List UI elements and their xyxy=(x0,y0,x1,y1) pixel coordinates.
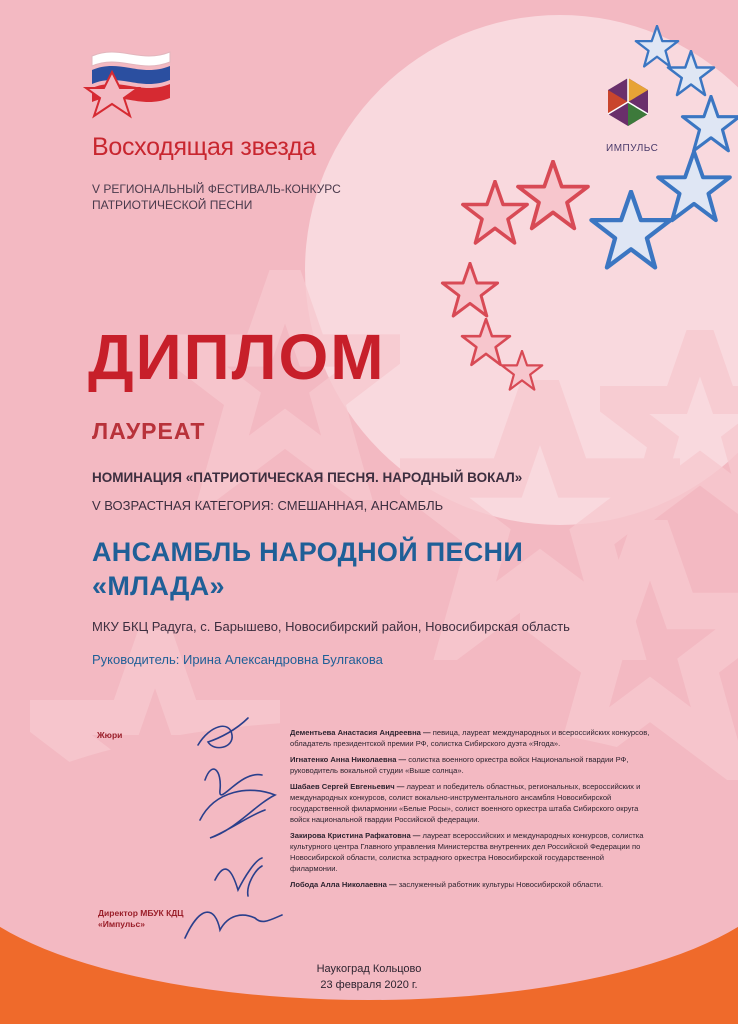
festival-title: Восходящая звезда xyxy=(92,133,316,161)
jury-member-desc: лауреат и победитель областных, региональных, всероссийских и международных конкурсов, солист вокально-инструментального ансамбля Новосибирской государственной филармонии «Белые Росы», солист военного оркестра штаба Сибирского округа войск национальной гвардии Российской федерации. xyxy=(290,782,641,824)
jury-member-name: Лобода Алла Николаевна — xyxy=(290,880,397,889)
jury-member-name: Закирова Кристина Рафкатовна — xyxy=(290,831,421,840)
festival-subtitle-line1: V РЕГИОНАЛЬНЫЙ ФЕСТИВАЛЬ-КОНКУРС xyxy=(92,182,341,196)
nomination: НОМИНАЦИЯ «ПАТРИОТИЧЕСКАЯ ПЕСНЯ. НАРОДНЫЙ ВОКАЛ» xyxy=(92,470,523,485)
jury-member xyxy=(290,781,650,825)
jury-label: Жюри xyxy=(97,730,123,740)
footer-city: Наукоград Кольцово xyxy=(316,963,422,975)
jury-member-desc: солистка военного оркестра войск Национальной гвардии РФ, руководитель вокальной студии «Выше солнца». xyxy=(290,755,629,775)
jury-member xyxy=(290,830,650,874)
jury-list xyxy=(290,727,650,895)
jury-member xyxy=(290,727,650,749)
festival-flag-logo xyxy=(86,52,170,116)
director-label: Директор МБУК КДЦ «Импульс» xyxy=(98,908,184,929)
festival-subtitle-line2: ПАТРИОТИЧЕСКОЙ ПЕСНИ xyxy=(92,198,253,212)
footer-date: 23 февраля 2020 г. xyxy=(320,979,418,991)
jury-member-name: Игнатенко Анна Николаевна — xyxy=(290,755,407,764)
impulse-logo-text: ИМПУЛЬС xyxy=(606,143,659,154)
jury-member-name: Дементьева Анастасия Андреевна — xyxy=(290,728,431,737)
ensemble-name-line2: «МЛАДА» xyxy=(92,571,225,601)
festival-subtitle xyxy=(92,181,341,213)
organization: МКУ БКЦ Радуга, с. Барышево, Новосибирский район, Новосибирская область xyxy=(92,619,570,634)
jury-member xyxy=(290,879,650,890)
jury-member-desc: лауреат всероссийских и международных конкурсов, солистка культурного центра Главного управления Министерства внутренних дел Российской Федерации по Новосибирской области, солистка эстрадного оркестра Новосибирской государственной филармонии. xyxy=(290,831,644,873)
age-category: V ВОЗРАСТНАЯ КАТЕГОРИЯ: СМЕШАННАЯ, АНСАМБЛЬ xyxy=(92,498,444,513)
jury-member-desc: заслуженный работник культуры Новосибирской области. xyxy=(396,880,604,889)
diploma-title: ДИПЛОМ xyxy=(88,321,386,393)
jury-member-name: Шабаев Сергей Евгеньевич — xyxy=(290,782,405,791)
jury-member xyxy=(290,754,650,776)
jury-member-desc: певица, лауреат международных и всероссийских конкурсов, обладатель президентской премии РФ, солистка Сибирского дуэта «Ягода». xyxy=(290,728,650,748)
ensemble-name-line1: АНСАМБЛЬ НАРОДНОЙ ПЕСНИ xyxy=(92,537,524,567)
laureate-title: ЛАУРЕАТ xyxy=(92,418,206,444)
leader: Руководитель: Ирина Александровна Булгакова xyxy=(92,652,383,667)
